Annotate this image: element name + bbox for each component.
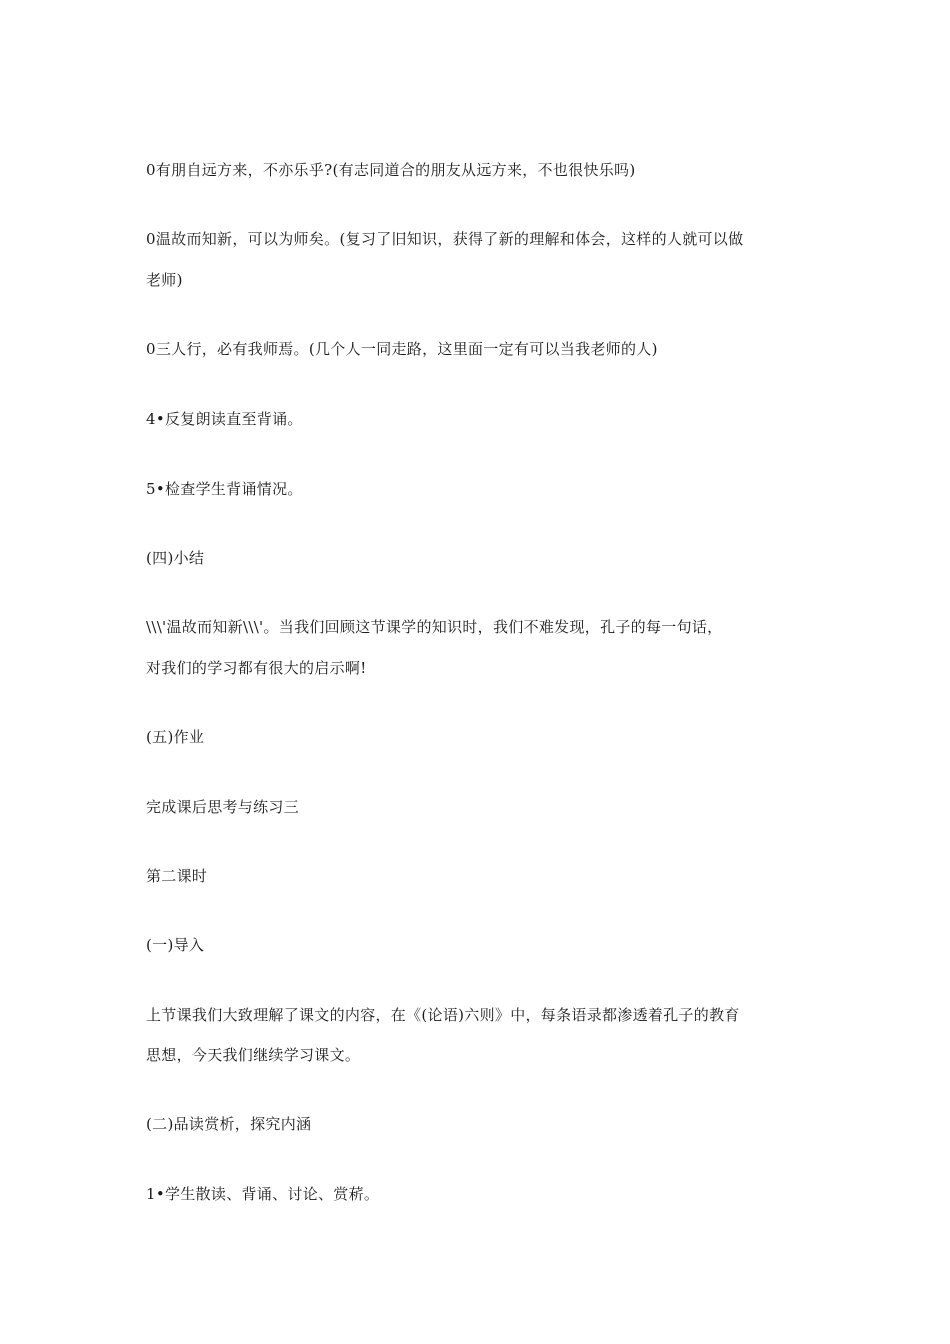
text-line: \\\'温故而知新\\\'。当我们回顾这节课学的知识时，我们不难发现，孔子的每一句话， — [146, 618, 723, 636]
text-line: 0温故而知新，可以为师矣。(复习了旧知识，获得了新的理解和体会，这样的人就可以做 — [146, 230, 744, 248]
text-line: 完成课后思考与练习三 — [146, 798, 300, 816]
list-item: 5•检查学生背诵情况。 — [146, 480, 303, 498]
text-line: 老师) — [146, 271, 183, 289]
section-heading: (五)作业 — [146, 728, 205, 746]
text-line: 上节课我们大致理解了课文的内容，在《(论语)六则》中，每条语录都渗透着孔子的教育 — [146, 1006, 740, 1024]
list-item: 4•反复朗读直至背诵。 — [146, 410, 303, 428]
text-line: 对我们的学习都有很大的启示啊! — [146, 659, 367, 677]
section-heading: (一)导入 — [146, 936, 205, 954]
list-item: 1•学生散读、背诵、讨论、赏菥。 — [146, 1185, 380, 1203]
section-heading: (二)品读赏析，探究内涵 — [146, 1115, 312, 1133]
text-line: 思想，今天我们继续学习课文。 — [146, 1046, 361, 1064]
section-heading: 第二课时 — [146, 867, 208, 885]
text-line: 0三人行，必有我师焉。(几个人一同走路，这里面一定有可以当我老师的人) — [146, 340, 658, 358]
section-heading: (四)小结 — [146, 549, 205, 567]
text-line: 0有朋自远方来，不亦乐乎?(有志同道合的朋友从远方来，不也很快乐吗) — [146, 161, 636, 179]
